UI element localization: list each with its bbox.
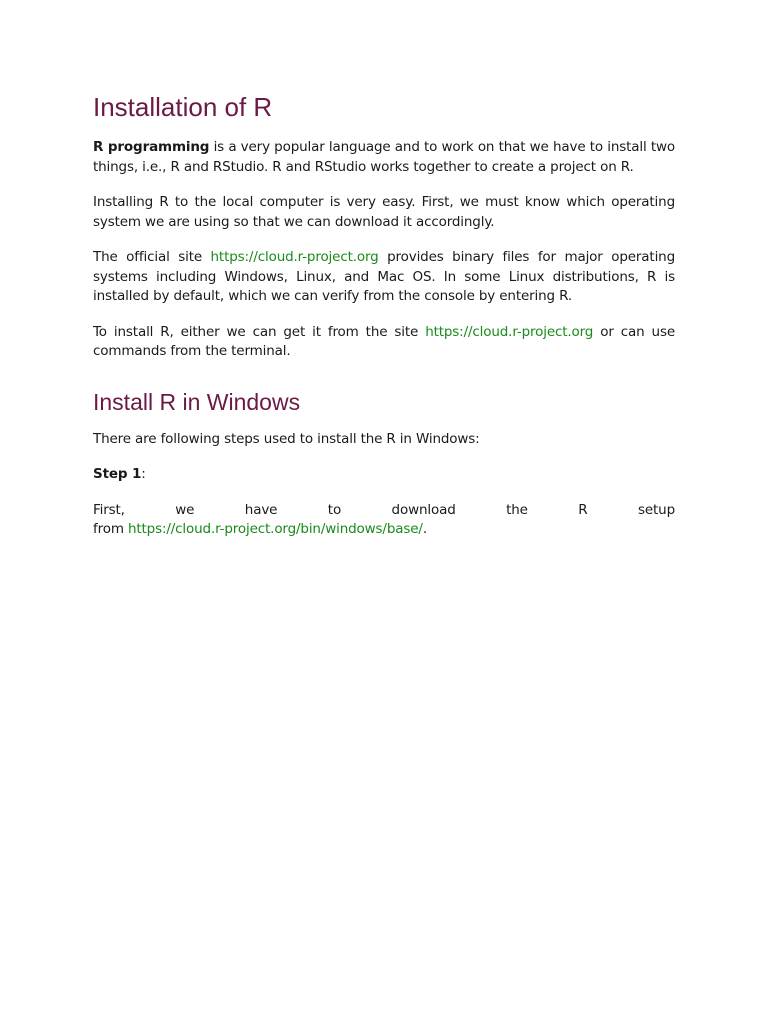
step-1-line-1: First, we have to download the R setup <box>93 501 675 518</box>
step-1-from: from <box>93 521 128 537</box>
cloud-r-project-link-2[interactable]: https://cloud.r-project.org <box>425 323 594 340</box>
step-1-label: Step 1 <box>93 466 142 482</box>
cloud-r-project-link[interactable]: https://cloud.r-project.org <box>210 249 379 265</box>
intro-paragraph <box>93 138 675 177</box>
page-title: Installation of R <box>93 92 273 122</box>
intro-bold-term: R programming <box>93 139 210 155</box>
install-options-after: or can use commands from the terminal. <box>93 323 676 359</box>
step-1-colon: : <box>141 466 146 482</box>
section-title: Install R in Windows <box>93 388 301 415</box>
step-1-text <box>93 501 675 540</box>
official-site-before: The official site <box>93 249 211 265</box>
install-options-paragraph <box>93 323 675 362</box>
step-1-heading <box>93 465 675 485</box>
step-1-end: . <box>422 521 427 537</box>
r-windows-base-link[interactable]: https://cloud.r-project.org/bin/windows/base/ <box>127 521 423 537</box>
step-1-line-2 <box>93 520 675 540</box>
section-intro: There are following steps used to install the R in Windows: <box>93 430 480 447</box>
intro-text: is a very popular language and to work on that we have to install two things, i.e., R and RStudio. R and RStudio works together to create a project on R. <box>93 139 675 175</box>
document-page <box>93 88 675 556</box>
install-options-before: To install R, either we can get it from the site <box>93 323 426 340</box>
official-site-after: provides binary files for major operating systems including Windows, Linux, and Mac OS. In some Linux distributions, R is installed by default, which we can verify from the console by entering R. <box>93 249 675 304</box>
official-site-paragraph <box>93 248 675 307</box>
installing-paragraph: Installing R to the local computer is very easy. First, we must know which operating system we are using so that we can download it accordingly. <box>93 194 675 230</box>
